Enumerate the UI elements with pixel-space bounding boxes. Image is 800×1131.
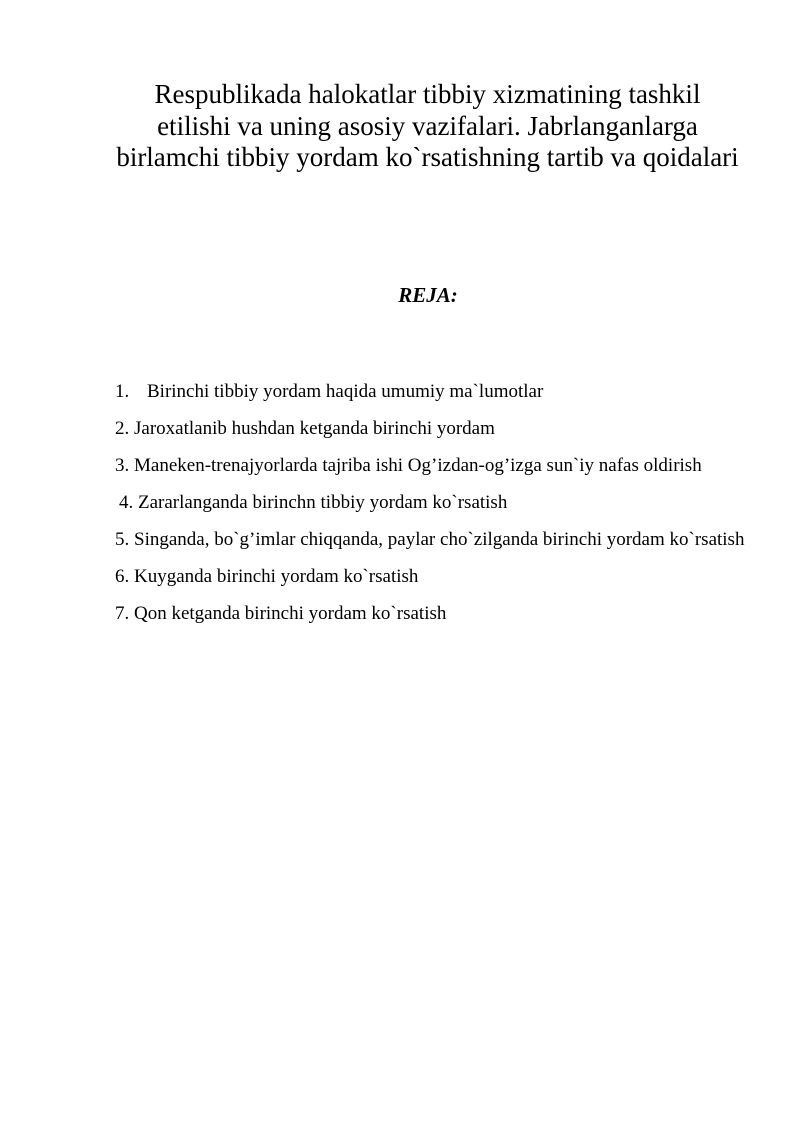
plan-item-text: Birinchi tibbiy yordam haqida umumiy ma`lumotlar	[147, 381, 544, 402]
plan-item-5: 5. Singanda, bo`g’imlar chiqqanda, paylar cho`zilganda birinchi yordam ko`rsatish	[115, 529, 745, 550]
plan-item-number: 1.	[115, 381, 130, 402]
plan-item-4: 4. Zararlanganda birinchn tibbiy yordam ko`rsatish	[119, 492, 508, 513]
plan-item-6: 6. Kuyganda birinchi yordam ko`rsatish	[115, 566, 419, 587]
plan-list	[115, 373, 745, 632]
plan-heading: REJA:	[398, 283, 458, 307]
plan-item-1	[115, 373, 745, 410]
plan-item-3: 3. Maneken-trenajyorlarda tajriba ishi Og’izdan-og’izga sun`iy nafas oldirish	[115, 455, 702, 476]
plan-item-2: 2. Jaroxatlanib hushdan ketganda birinchi yordam	[115, 418, 495, 439]
document-title: Respublikada halokatlar tibbiy xizmatining tashkil etilishi va uning asosiy vazifalari. Jabrlanganlarga birlamchi tibbiy yordam ko`rsatishning tartib va qoidalari	[116, 79, 739, 172]
plan-item-7: 7. Qon ketganda birinchi yordam ko`rsatish	[115, 603, 447, 624]
